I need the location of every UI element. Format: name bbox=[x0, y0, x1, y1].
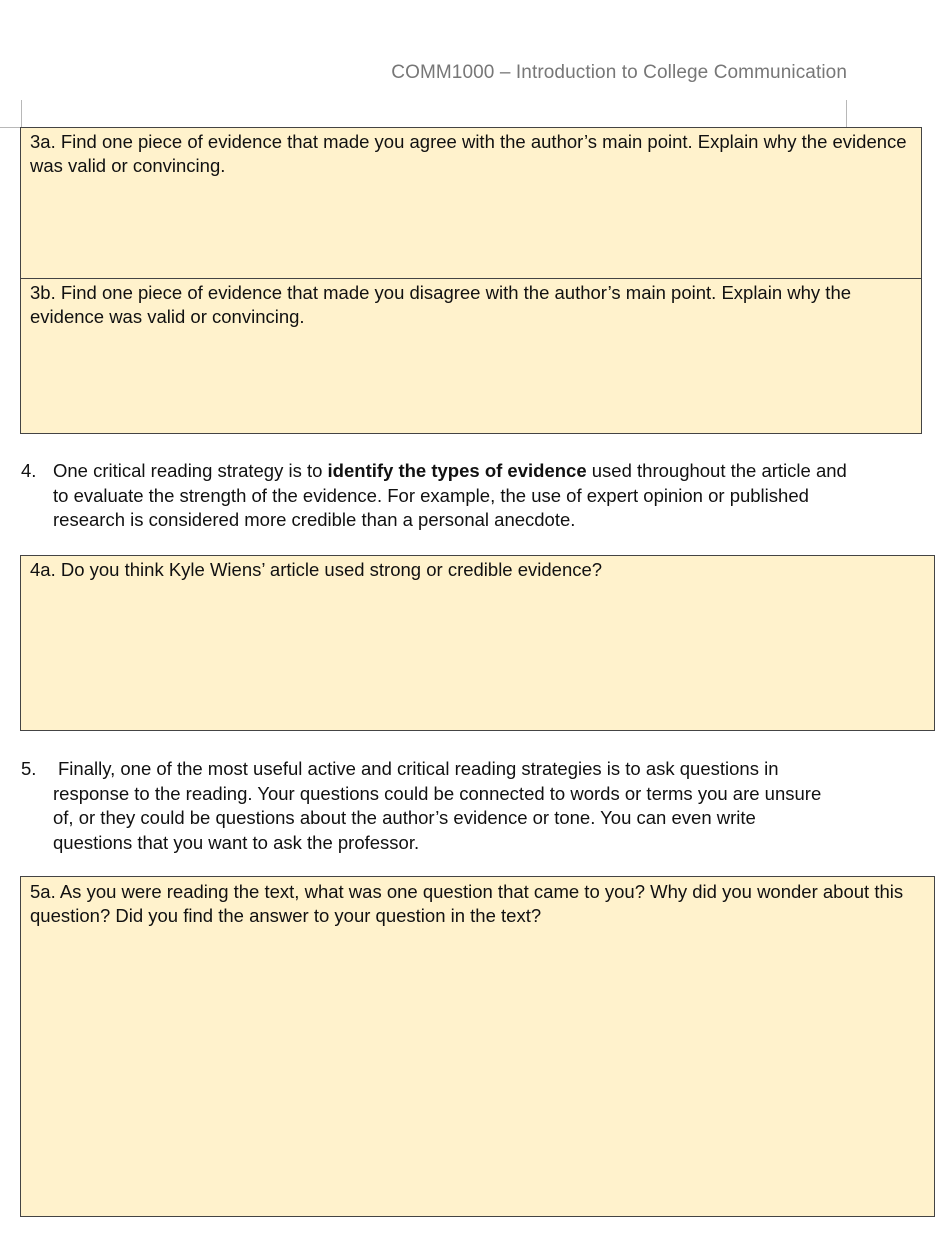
question-4-text-start: One critical reading strategy is to bbox=[53, 460, 328, 481]
question-4-text-end: used throughout the article and to evaluate the strength of the evidence. For example, the use of expert opinion or published research is considered more credible than a personal anecdote. bbox=[53, 460, 847, 530]
left-margin-tick bbox=[0, 127, 21, 128]
question-4-number: 4. bbox=[21, 460, 37, 481]
answer-box-4a[interactable] bbox=[20, 555, 935, 731]
answer-box-3b[interactable] bbox=[20, 278, 922, 434]
question-5-text bbox=[53, 757, 833, 855]
prompt-3b: 3b. Find one piece of evidence that made you disagree with the author’s main point. Explain why the evidence was valid or convincing. bbox=[30, 282, 852, 327]
prompt-4a: 4a. Do you think Kyle Wiens’ article used strong or credible evidence? bbox=[30, 559, 603, 580]
answer-box-5a[interactable] bbox=[20, 876, 935, 1217]
question-5 bbox=[21, 757, 833, 855]
prompt-3a: 3a. Find one piece of evidence that made you agree with the author’s main point. Explain why the evidence was valid or convincing. bbox=[30, 131, 907, 176]
left-margin-mark bbox=[21, 100, 22, 128]
question-5-text-body: Finally, one of the most useful active and critical reading strategies is to ask questions in response to the reading. Your questions could be connected to words or terms you are unsure of, or they could be questions about the author’s evidence or tone. You can even write questions that you want to ask the professor. bbox=[53, 758, 822, 853]
prompt-5a: 5a. As you were reading the text, what was one question that came to you? Why did you wonder about this question? Did you find the answer to your question in the text? bbox=[30, 881, 904, 926]
question-4 bbox=[21, 459, 861, 533]
question-5-number: 5. bbox=[21, 758, 37, 779]
answer-box-3a[interactable] bbox=[20, 127, 922, 279]
page-header: COMM1000 – Introduction to College Communication bbox=[391, 62, 847, 83]
question-4-emphasis: identify the types of evidence bbox=[327, 460, 587, 481]
question-4-text bbox=[53, 459, 861, 533]
right-margin-mark bbox=[846, 100, 847, 128]
